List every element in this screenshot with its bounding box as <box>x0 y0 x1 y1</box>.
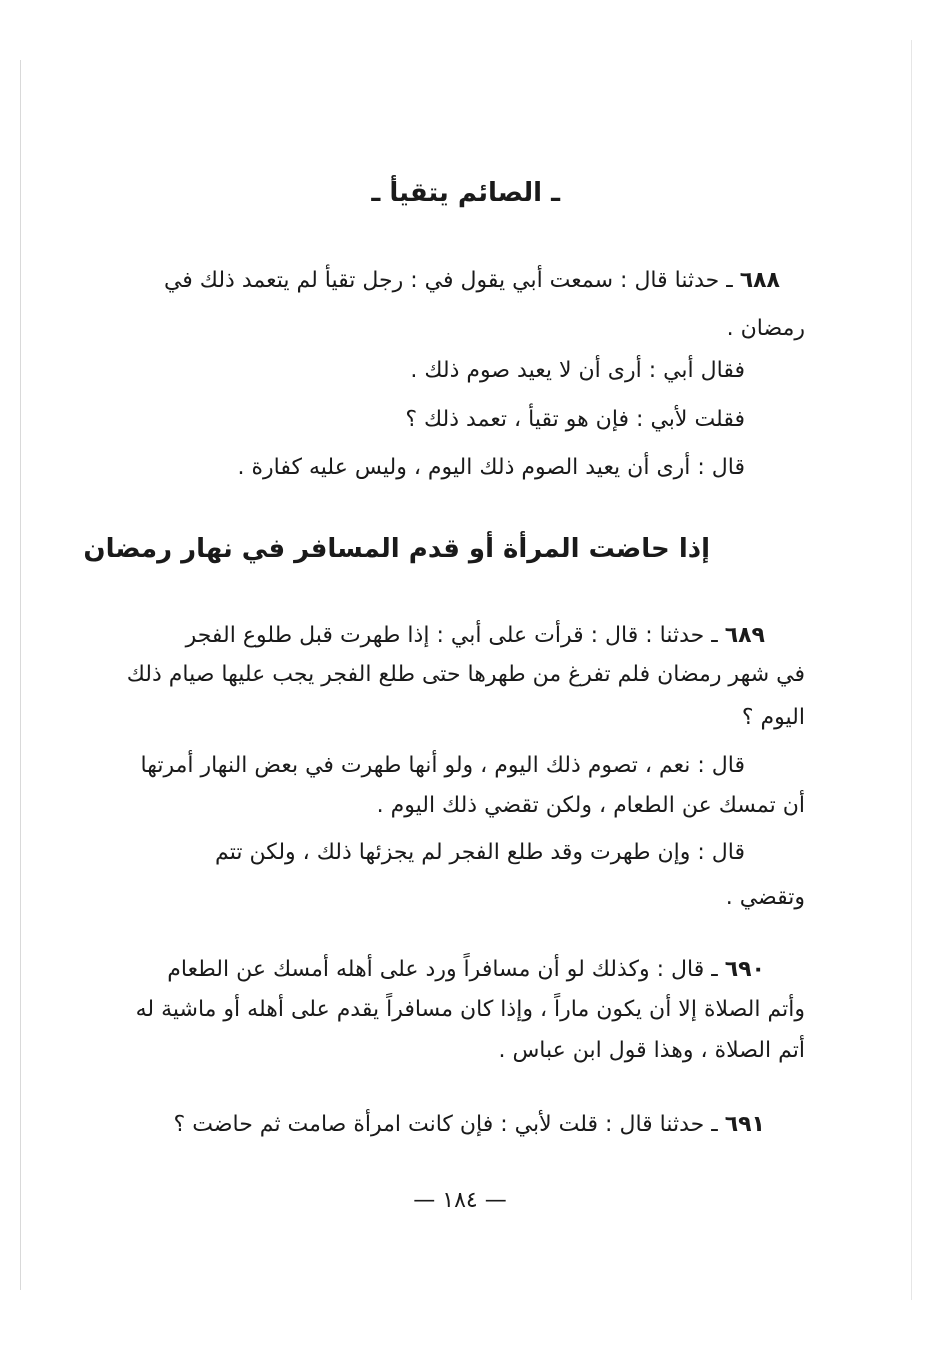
paragraph-688-line-5: قال : أرى أن يعيد الصوم ذلك اليوم ، وليس عليه كفارة . <box>237 455 745 480</box>
section-title-menstruation-travel: إذا حاضت المرأة أو قدم المسافر في نهار رمضان <box>83 534 710 564</box>
scan-edge-left <box>20 60 21 1290</box>
paragraph-690-text-1: ـ قال : وكذلك لو أن مسافراً ورد على أهله أمسك عن الطعام <box>167 957 718 982</box>
paragraph-689-line-2: في شهر رمضان فلم تفرغ من طهرها حتى طلع الفجر يجب عليها صيام ذلك <box>126 662 805 687</box>
page-number: — ١٨٤ — <box>413 1188 507 1213</box>
hadith-number-689: ٦٨٩ <box>724 623 765 648</box>
paragraph-688-line-4: فقلت لأبي : فإن هو تقيأ ، تعمد ذلك ؟ <box>405 407 745 432</box>
paragraph-689-line-6: قال : وإن طهرت وقد طلع الفجر لم يجزئها ذلك ، ولكن تتم <box>215 840 745 865</box>
scan-edge-right <box>911 40 912 1300</box>
paragraph-689-line-1 <box>150 623 765 649</box>
paragraph-689-line-3: اليوم ؟ <box>741 705 805 730</box>
paragraph-690-line-1 <box>150 957 765 983</box>
hadith-number-688: ٦٨٨ <box>739 268 780 293</box>
paragraph-690-line-2: وأتم الصلاة إلا أن يكون ماراً ، وإذا كان مسافراً يقدم على أهله أو ماشية له <box>135 997 805 1022</box>
section-title-vomiting: ـ الصائم يتقيأ ـ <box>371 178 560 208</box>
paragraph-689-line-5: أن تمسك عن الطعام ، ولكن تقضي ذلك اليوم . <box>376 793 805 818</box>
paragraph-689-line-7: وتقضي . <box>725 885 805 910</box>
paragraph-688-line-2: رمضان . <box>726 316 805 341</box>
paragraph-689-text-1: ـ حدثنا : قال : قرأت على أبي : إذا طهرت قبل طلوع الفجر <box>185 623 718 648</box>
hadith-number-691: ٦٩١ <box>724 1112 765 1137</box>
hadith-number-690: ٦٩٠ <box>724 957 765 982</box>
paragraph-688-text-1: ـ حدثنا قال : سمعت أبي يقول في : رجل تقيأ لم يتعمد ذلك في <box>163 268 733 293</box>
paragraph-690-line-3: أتم الصلاة ، وهذا قول ابن عباس . <box>498 1038 805 1063</box>
paragraph-691-line-1 <box>150 1112 765 1138</box>
paragraph-689-line-4: قال : نعم ، تصوم ذلك اليوم ، ولو أنها طهرت في بعض النهار أمرتها <box>140 753 745 778</box>
paragraph-688-line-1 <box>150 268 780 294</box>
paragraph-688-line-3: فقال أبي : أرى أن لا يعيد صوم ذلك . <box>410 358 745 383</box>
paragraph-691-text-1: ـ حدثنا قال : قلت لأبي : فإن كانت امرأة صامت ثم حاضت ؟ <box>173 1112 718 1137</box>
